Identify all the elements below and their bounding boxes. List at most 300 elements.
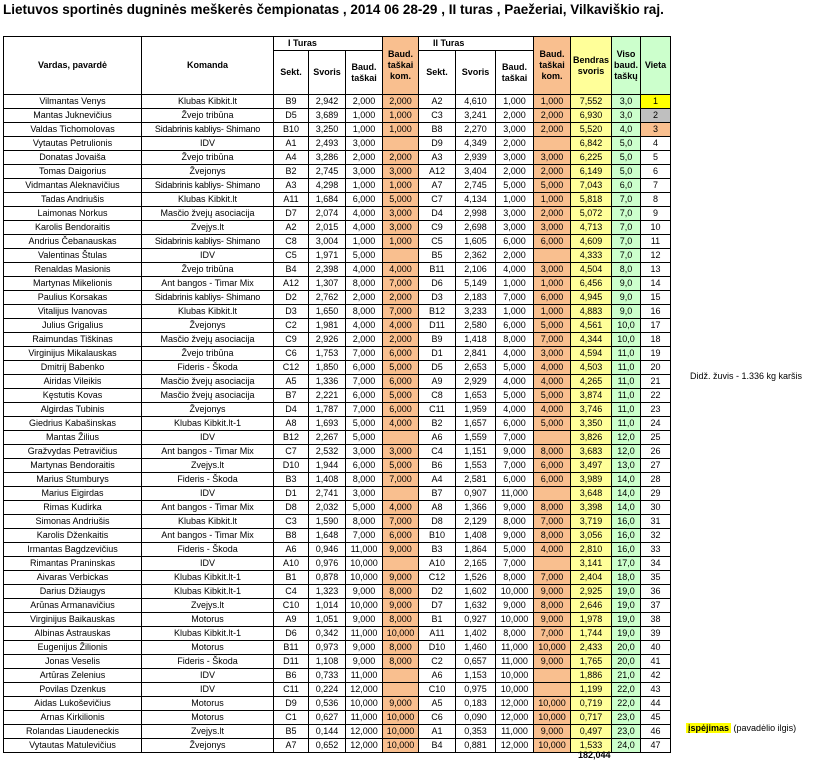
cell-place: 14: [641, 277, 671, 291]
cell-r1-penalty: 12,000: [346, 725, 383, 739]
table-row: [4, 641, 671, 655]
cell-r1-team-penalty: 9,000: [383, 571, 419, 585]
cell-r2-team-penalty: 4,000: [534, 403, 571, 417]
cell-r2-sector: D5: [419, 361, 456, 375]
cell-r1-team-penalty: 10,000: [383, 711, 419, 725]
cell-r1-weight: 2,942: [309, 95, 346, 109]
cell-place: 29: [641, 487, 671, 501]
table-row: [4, 459, 671, 473]
cell-place: 34: [641, 557, 671, 571]
cell-r2-sector: A11: [419, 627, 456, 641]
cell-total-penalty: 7,0: [612, 235, 641, 249]
cell-total-penalty: 9,0: [612, 305, 641, 319]
cell-r2-sector: B12: [419, 305, 456, 319]
cell-place: 10: [641, 221, 671, 235]
cell-r2-penalty: 7,000: [496, 557, 534, 571]
cell-r1-sector: D10: [274, 459, 309, 473]
cell-place: 32: [641, 529, 671, 543]
cell-r1-team-penalty: [383, 487, 419, 501]
cell-r2-team-penalty: [534, 669, 571, 683]
cell-r1-penalty: 8,000: [346, 473, 383, 487]
cell-r1-team-penalty: 10,000: [383, 739, 419, 753]
cell-r2-penalty: 1,000: [496, 193, 534, 207]
cell-total-weight: 1,533: [571, 739, 612, 753]
cell-r2-team-penalty: 6,000: [534, 291, 571, 305]
cell-r2-weight: 2,183: [456, 291, 496, 305]
cell-r1-penalty: 11,000: [346, 627, 383, 641]
cell-total-penalty: 19,0: [612, 627, 641, 641]
cell-name: Gražvydas Petravičius: [4, 445, 142, 459]
cell-r2-weight: 2,165: [456, 557, 496, 571]
cell-r2-penalty: 4,000: [496, 347, 534, 361]
cell-r2-sector: A8: [419, 501, 456, 515]
cell-total-penalty: 11,0: [612, 361, 641, 375]
cell-r2-sector: B2: [419, 417, 456, 431]
cell-total-weight: 2,404: [571, 571, 612, 585]
cell-total-weight: 1,886: [571, 669, 612, 683]
cell-r1-sector: C10: [274, 599, 309, 613]
cell-total-weight: 1,978: [571, 613, 612, 627]
header-r1-weight: Svoris: [309, 51, 346, 95]
cell-r2-sector: A4: [419, 473, 456, 487]
cell-total-weight: 6,456: [571, 277, 612, 291]
cell-total-weight: 3,826: [571, 431, 612, 445]
cell-r2-team-penalty: 1,000: [534, 193, 571, 207]
cell-name: Valentinas Štulas: [4, 249, 142, 263]
cell-r2-penalty: 1,000: [496, 277, 534, 291]
cell-r1-weight: 1,590: [309, 515, 346, 529]
cell-total-penalty: 5,0: [612, 137, 641, 151]
table-row: [4, 431, 671, 445]
cell-r2-sector: A9: [419, 375, 456, 389]
cell-r1-penalty: 5,000: [346, 431, 383, 445]
table-row: [4, 319, 671, 333]
cell-team: Masčio žvejų asociacija: [142, 333, 274, 347]
cell-r2-penalty: 2,000: [496, 165, 534, 179]
cell-r2-team-penalty: 2,000: [534, 123, 571, 137]
cell-r1-weight: 1,323: [309, 585, 346, 599]
cell-r2-weight: 2,929: [456, 375, 496, 389]
cell-name: Virginijus Baikauskas: [4, 613, 142, 627]
cell-r2-penalty: 8,000: [496, 627, 534, 641]
cell-r1-weight: 2,221: [309, 389, 346, 403]
cell-r2-sector: C3: [419, 109, 456, 123]
cell-team: Žvejonys: [142, 739, 274, 753]
cell-r2-weight: 1,959: [456, 403, 496, 417]
table-row: [4, 361, 671, 375]
cell-r1-weight: 3,286: [309, 151, 346, 165]
table-row: [4, 207, 671, 221]
cell-r2-penalty: 3,000: [496, 151, 534, 165]
cell-total-penalty: 6,0: [612, 179, 641, 193]
cell-r2-penalty: 7,000: [496, 291, 534, 305]
cell-r2-penalty: 9,000: [496, 501, 534, 515]
cell-r2-sector: D8: [419, 515, 456, 529]
table-row: [4, 543, 671, 557]
cell-r2-penalty: 7,000: [496, 459, 534, 473]
cell-r2-sector: D9: [419, 137, 456, 151]
header-round1: I Turas: [274, 37, 383, 51]
cell-total-weight: 3,141: [571, 557, 612, 571]
cell-r1-team-penalty: 10,000: [383, 627, 419, 641]
cell-r2-sector: A10: [419, 557, 456, 571]
cell-name: Martynas Mikelionis: [4, 277, 142, 291]
cell-r1-sector: B7: [274, 389, 309, 403]
cell-team: Žvejonys: [142, 319, 274, 333]
cell-total-penalty: 19,0: [612, 613, 641, 627]
cell-name: Kęstutis Kovas: [4, 389, 142, 403]
cell-name: Mantas Juknevičius: [4, 109, 142, 123]
cell-r1-team-penalty: 5,000: [383, 459, 419, 473]
cell-r2-weight: 4,134: [456, 193, 496, 207]
table-row: [4, 725, 671, 739]
cell-r1-sector: D2: [274, 291, 309, 305]
table-row: [4, 571, 671, 585]
cell-total-weight: 7,043: [571, 179, 612, 193]
cell-r1-sector: A7: [274, 739, 309, 753]
table-row: [4, 515, 671, 529]
results-table: [3, 36, 671, 753]
cell-r2-penalty: 10,000: [496, 669, 534, 683]
cell-team: IDV: [142, 137, 274, 151]
header-r2-team-penalty: Baud. taškai kom.: [534, 37, 571, 95]
cell-place: 20: [641, 361, 671, 375]
cell-r1-weight: 3,689: [309, 109, 346, 123]
cell-r1-sector: A8: [274, 417, 309, 431]
cell-r2-team-penalty: 4,000: [534, 361, 571, 375]
cell-total-weight: 3,056: [571, 529, 612, 543]
table-row: [4, 179, 671, 193]
cell-name: Vidmantas Aleknavičius: [4, 179, 142, 193]
warning-detail: (pavadėlio ilgis): [733, 723, 797, 733]
cell-total-weight: 1,199: [571, 683, 612, 697]
cell-r1-weight: 1,944: [309, 459, 346, 473]
table-row: [4, 683, 671, 697]
cell-r1-sector: D6: [274, 627, 309, 641]
cell-r2-sector: B7: [419, 487, 456, 501]
cell-r1-sector: C6: [274, 347, 309, 361]
cell-r1-penalty: 6,000: [346, 459, 383, 473]
cell-r1-weight: 1,971: [309, 249, 346, 263]
cell-r1-sector: C7: [274, 445, 309, 459]
cell-total-weight: 3,648: [571, 487, 612, 501]
cell-place: 35: [641, 571, 671, 585]
cell-r2-penalty: 9,000: [496, 529, 534, 543]
cell-name: Rimantas Praninskas: [4, 557, 142, 571]
cell-r2-team-penalty: [534, 683, 571, 697]
cell-team: Žvejo tribūna: [142, 109, 274, 123]
cell-total-penalty: 14,0: [612, 487, 641, 501]
cell-r2-team-penalty: [534, 557, 571, 571]
cell-team: Fideris - Škoda: [142, 543, 274, 557]
cell-r1-weight: 2,032: [309, 501, 346, 515]
cell-r1-team-penalty: 2,000: [383, 95, 419, 109]
cell-r1-sector: A12: [274, 277, 309, 291]
table-row: [4, 109, 671, 123]
cell-r2-penalty: 9,000: [496, 445, 534, 459]
cell-r2-sector: B5: [419, 249, 456, 263]
cell-r2-sector: D1: [419, 347, 456, 361]
cell-r1-weight: 1,753: [309, 347, 346, 361]
cell-r1-weight: 4,298: [309, 179, 346, 193]
cell-r2-weight: 1,366: [456, 501, 496, 515]
cell-team: Sidabrinis kabliys- Shimano: [142, 235, 274, 249]
cell-r2-penalty: 5,000: [496, 389, 534, 403]
cell-r1-weight: 0,878: [309, 571, 346, 585]
cell-r2-sector: C4: [419, 445, 456, 459]
cell-r1-weight: 2,762: [309, 291, 346, 305]
cell-total-weight: 3,497: [571, 459, 612, 473]
cell-r1-weight: 3,004: [309, 235, 346, 249]
cell-place: 40: [641, 641, 671, 655]
cell-name: Marius Eigirdas: [4, 487, 142, 501]
cell-r2-penalty: 8,000: [496, 515, 534, 529]
cell-r2-sector: B11: [419, 263, 456, 277]
cell-r2-team-penalty: 4,000: [534, 375, 571, 389]
cell-r2-weight: 1,460: [456, 641, 496, 655]
cell-r2-sector: A2: [419, 95, 456, 109]
cell-r1-penalty: 11,000: [346, 543, 383, 557]
cell-r1-sector: B3: [274, 473, 309, 487]
cell-place: 46: [641, 725, 671, 739]
cell-r1-penalty: 5,000: [346, 417, 383, 431]
table-row: [4, 529, 671, 543]
cell-r1-penalty: 7,000: [346, 529, 383, 543]
header-r2-weight: Svoris: [456, 51, 496, 95]
cell-r2-penalty: 6,000: [496, 417, 534, 431]
cell-r2-weight: 1,408: [456, 529, 496, 543]
cell-r1-team-penalty: 3,000: [383, 207, 419, 221]
cell-total-weight: 5,818: [571, 193, 612, 207]
table-row: [4, 403, 671, 417]
cell-r1-weight: 0,652: [309, 739, 346, 753]
cell-r1-penalty: 6,000: [346, 193, 383, 207]
cell-name: Irmantas Bagdzevičius: [4, 543, 142, 557]
cell-r1-sector: C4: [274, 585, 309, 599]
cell-r1-penalty: 6,000: [346, 389, 383, 403]
cell-name: Valdas Tichomolovas: [4, 123, 142, 137]
cell-r1-sector: D5: [274, 109, 309, 123]
cell-r1-penalty: 4,000: [346, 207, 383, 221]
cell-r1-team-penalty: 4,000: [383, 263, 419, 277]
cell-total-weight: 4,265: [571, 375, 612, 389]
cell-r2-team-penalty: 9,000: [534, 655, 571, 669]
cell-place: 45: [641, 711, 671, 725]
cell-r1-sector: B2: [274, 165, 309, 179]
cell-r1-sector: A2: [274, 221, 309, 235]
cell-r1-team-penalty: [383, 431, 419, 445]
cell-name: Julius Grigalius: [4, 319, 142, 333]
cell-place: 47: [641, 739, 671, 753]
cell-place: 41: [641, 655, 671, 669]
cell-r1-weight: 0,627: [309, 711, 346, 725]
cell-r2-sector: B6: [419, 459, 456, 473]
cell-total-penalty: 10,0: [612, 319, 641, 333]
cell-place: 36: [641, 585, 671, 599]
cell-r1-penalty: 5,000: [346, 501, 383, 515]
cell-r2-sector: D4: [419, 207, 456, 221]
cell-r1-penalty: 7,000: [346, 347, 383, 361]
cell-name: Aidas Lukoševičius: [4, 697, 142, 711]
cell-total-penalty: 7,0: [612, 193, 641, 207]
cell-r1-weight: 0,976: [309, 557, 346, 571]
cell-r1-penalty: 3,000: [346, 445, 383, 459]
cell-total-weight: 7,552: [571, 95, 612, 109]
cell-team: Ant bangos - Timar Mix: [142, 501, 274, 515]
cell-r2-weight: 0,183: [456, 697, 496, 711]
cell-r1-weight: 1,981: [309, 319, 346, 333]
cell-r2-penalty: 7,000: [496, 431, 534, 445]
cell-total-penalty: 20,0: [612, 641, 641, 655]
cell-r2-weight: 1,657: [456, 417, 496, 431]
cell-r2-weight: 0,927: [456, 613, 496, 627]
cell-r2-sector: B1: [419, 613, 456, 627]
cell-team: Motorus: [142, 711, 274, 725]
cell-place: 43: [641, 683, 671, 697]
cell-r1-team-penalty: [383, 669, 419, 683]
cell-r1-sector: D3: [274, 305, 309, 319]
cell-r1-team-penalty: 6,000: [383, 347, 419, 361]
cell-r1-sector: C9: [274, 333, 309, 347]
cell-team: Motorus: [142, 613, 274, 627]
cell-r1-penalty: 9,000: [346, 613, 383, 627]
cell-r2-team-penalty: 8,000: [534, 599, 571, 613]
cell-team: Masčio žvejų asociacija: [142, 375, 274, 389]
cell-r1-penalty: 3,000: [346, 137, 383, 151]
cell-r2-weight: 1,632: [456, 599, 496, 613]
cell-r2-penalty: 3,000: [496, 207, 534, 221]
cell-r2-penalty: 4,000: [496, 263, 534, 277]
cell-team: IDV: [142, 669, 274, 683]
cell-r1-team-penalty: 3,000: [383, 445, 419, 459]
cell-r2-team-penalty: 8,000: [534, 501, 571, 515]
cell-r2-weight: 2,106: [456, 263, 496, 277]
cell-r2-penalty: 2,000: [496, 249, 534, 263]
cell-r1-team-penalty: 1,000: [383, 123, 419, 137]
cell-team: Klubas Kibkit.lt-1: [142, 585, 274, 599]
cell-r1-team-penalty: [383, 249, 419, 263]
cell-r2-weight: 4,610: [456, 95, 496, 109]
cell-r1-sector: B6: [274, 669, 309, 683]
cell-r1-penalty: 2,000: [346, 95, 383, 109]
cell-r1-penalty: 7,000: [346, 375, 383, 389]
cell-r1-team-penalty: 7,000: [383, 305, 419, 319]
cell-total-penalty: 11,0: [612, 347, 641, 361]
table-row: [4, 697, 671, 711]
cell-total-penalty: 22,0: [612, 683, 641, 697]
biggest-fish-note: Didž. žuvis - 1.336 kg karšis: [690, 371, 803, 381]
cell-r2-weight: 1,653: [456, 389, 496, 403]
cell-total-penalty: 12,0: [612, 445, 641, 459]
header-total-penalty: Viso baud. taškų: [612, 37, 641, 95]
table-row: [4, 165, 671, 179]
cell-r2-penalty: 2,000: [496, 109, 534, 123]
cell-name: Karolis Bendoraitis: [4, 221, 142, 235]
header-team: Komanda: [142, 37, 274, 95]
cell-r1-team-penalty: 1,000: [383, 235, 419, 249]
cell-r2-team-penalty: 5,000: [534, 417, 571, 431]
cell-r1-team-penalty: 5,000: [383, 193, 419, 207]
table-row: [4, 333, 671, 347]
cell-r2-penalty: 2,000: [496, 137, 534, 151]
table-row: [4, 151, 671, 165]
cell-r1-weight: 0,946: [309, 543, 346, 557]
cell-r1-weight: 2,015: [309, 221, 346, 235]
table-row: [4, 375, 671, 389]
cell-name: Paulius Korsakas: [4, 291, 142, 305]
cell-r1-sector: B8: [274, 529, 309, 543]
cell-r2-sector: B9: [419, 333, 456, 347]
cell-r2-weight: 2,939: [456, 151, 496, 165]
cell-r2-sector: C12: [419, 571, 456, 585]
cell-place: 30: [641, 501, 671, 515]
cell-r2-team-penalty: 7,000: [534, 571, 571, 585]
cell-name: Karolis Dženkaitis: [4, 529, 142, 543]
cell-total-penalty: 10,0: [612, 333, 641, 347]
cell-r1-penalty: 7,000: [346, 403, 383, 417]
table-row: [4, 599, 671, 613]
cell-place: 37: [641, 599, 671, 613]
cell-r1-team-penalty: 10,000: [383, 725, 419, 739]
cell-total-weight: 4,503: [571, 361, 612, 375]
cell-team: Motorus: [142, 697, 274, 711]
cell-r1-team-penalty: 6,000: [383, 403, 419, 417]
cell-r2-penalty: 12,000: [496, 697, 534, 711]
warning-label: įspėjimas: [688, 723, 730, 733]
cell-r2-weight: 4,349: [456, 137, 496, 151]
cell-r2-weight: 1,526: [456, 571, 496, 585]
cell-total-penalty: 23,0: [612, 725, 641, 739]
cell-total-penalty: 16,0: [612, 543, 641, 557]
table-row: [4, 305, 671, 319]
cell-r2-team-penalty: [534, 431, 571, 445]
cell-r1-team-penalty: 9,000: [383, 599, 419, 613]
cell-place: 8: [641, 193, 671, 207]
cell-r2-sector: B10: [419, 529, 456, 543]
cell-place: 31: [641, 515, 671, 529]
cell-team: Zvejys.lt: [142, 459, 274, 473]
cell-r2-penalty: 6,000: [496, 235, 534, 249]
cell-r2-penalty: 3,000: [496, 123, 534, 137]
cell-name: Jonas Veselis: [4, 655, 142, 669]
cell-r1-penalty: 4,000: [346, 263, 383, 277]
cell-place: 15: [641, 291, 671, 305]
cell-r2-sector: D10: [419, 641, 456, 655]
cell-r2-weight: 3,404: [456, 165, 496, 179]
table-row: [4, 627, 671, 641]
cell-total-weight: 0,717: [571, 711, 612, 725]
cell-r2-weight: 1,559: [456, 431, 496, 445]
cell-r2-penalty: 12,000: [496, 711, 534, 725]
cell-total-penalty: 16,0: [612, 515, 641, 529]
cell-r2-sector: B4: [419, 739, 456, 753]
cell-team: Klubas Kibkit.lt: [142, 305, 274, 319]
cell-total-penalty: 18,0: [612, 571, 641, 585]
cell-r1-sector: C8: [274, 235, 309, 249]
cell-name: Dmitrij Babenko: [4, 361, 142, 375]
cell-place: 25: [641, 431, 671, 445]
table-row: [4, 221, 671, 235]
table-row: [4, 739, 671, 753]
cell-name: Laimonas Norkus: [4, 207, 142, 221]
cell-r1-weight: 1,051: [309, 613, 346, 627]
cell-name: Andrius Čebanauskas: [4, 235, 142, 249]
cell-place: 38: [641, 613, 671, 627]
cell-r2-penalty: 3,000: [496, 221, 534, 235]
cell-r2-team-penalty: 3,000: [534, 221, 571, 235]
table-row: [4, 655, 671, 669]
cell-r1-weight: 1,307: [309, 277, 346, 291]
